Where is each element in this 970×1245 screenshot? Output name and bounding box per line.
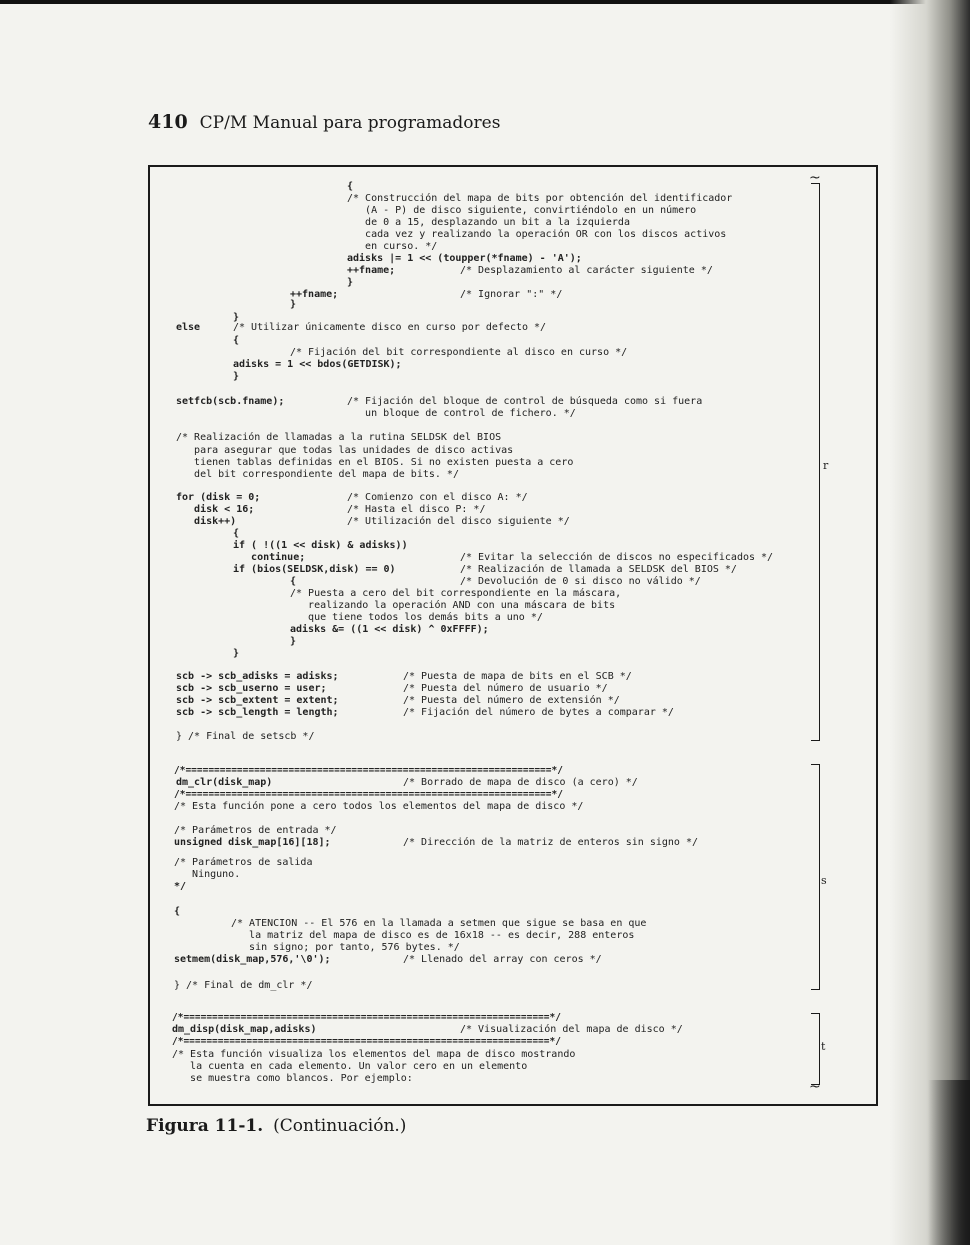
code-line: ++fname; (290, 289, 339, 300)
code-comment: /* Parámetros de salida (174, 857, 313, 868)
margin-label-r: r (823, 459, 829, 472)
code-comment: /* Evitar la selección de discos no especificados */ (460, 552, 774, 563)
code-comment: /* Puesta a cero del bit correspondiente en la máscara, (290, 588, 622, 599)
code-line: else (176, 322, 201, 333)
bracket-t (811, 1013, 820, 1085)
code-line: { (233, 528, 240, 539)
code-comment: /* Comienzo con el disco A: */ (347, 492, 528, 503)
code-line: for (disk = 0; (176, 492, 261, 503)
code-comment: /* Utilización del disco siguiente */ (347, 516, 570, 527)
code-separator: /*================================================================*/ (172, 1012, 561, 1023)
code-line: } (290, 299, 297, 310)
code-comment: /* Realización de llamadas a la rutina SELDSK del BIOS (176, 432, 502, 443)
code-line: adisks |= 1 << (toupper(*fname) - 'A'); (347, 253, 582, 264)
code-line: */ (174, 881, 187, 892)
code-comment: /* ATENCION -- El 576 en la llamada a setmen que sigue se basa en que (231, 918, 647, 929)
code-comment: /* Ignorar ":" */ (460, 289, 563, 300)
code-line: if ( !((1 << disk) & adisks)) (233, 540, 408, 551)
figure-number: Figura 11-1. (146, 1116, 264, 1136)
code-line: adisks &= ((1 << disk) ^ 0xFFFF); (290, 624, 489, 635)
code-line: scb -> scb_userno = user; (176, 683, 327, 694)
code-comment: /* Puesta del número de extensión */ (403, 695, 620, 706)
code-line: { (233, 335, 240, 346)
code-line: setmem(disk_map,576,'\0'); (174, 954, 331, 965)
code-comment: /* Visualización del mapa de disco */ (460, 1024, 683, 1035)
code-comment: la matriz del mapa de disco es de 16x18 -- es decir, 288 enteros (231, 930, 635, 941)
code-comment: /* Puesta del número de usuario */ (403, 683, 608, 694)
code-comment: tienen tablas definidas en el BIOS. Si no existen puesta a cero (176, 457, 574, 468)
code-separator: /*================================================================*/ (174, 789, 563, 800)
code-comment: sin signo; por tanto, 576 bytes. */ (231, 942, 460, 953)
code-separator: /*================================================================*/ (174, 765, 563, 776)
code-separator: /*================================================================*/ (172, 1036, 561, 1047)
code-line: } (347, 277, 354, 288)
code-comment: /* Parámetros de entrada */ (174, 825, 337, 836)
code-comment: del bit correspondiente del mapa de bits. */ (176, 469, 459, 480)
figure-caption-text: (Continuación.) (273, 1116, 407, 1136)
code-comment: /* Fijación del bit correspondiente al disco en curso */ (290, 347, 628, 358)
bracket-t-bottom-tilde: ~ (809, 1079, 821, 1095)
code-comment: /* Esta función pone a cero todos los elementos del mapa de disco */ (174, 801, 584, 812)
code-comment: la cuenta en cada elemento. Un valor cero en un elemento (172, 1061, 528, 1072)
margin-label-t: t (821, 1040, 826, 1053)
code-line: setfcb(scb.fname); (176, 396, 285, 407)
code-line: scb -> scb_extent = extent; (176, 695, 339, 706)
bracket-r-top-tilde: ~ (809, 170, 821, 186)
code-line: { (347, 181, 354, 192)
code-comment: /* Hasta el disco P: */ (347, 504, 486, 515)
page-running-title: CP/M Manual para programadores (199, 113, 501, 133)
code-line: unsigned disk_map[16][18]; (174, 837, 331, 848)
code-line: continue; (233, 552, 306, 563)
code-line: } (233, 648, 240, 659)
code-line: scb -> scb_length = length; (176, 707, 339, 718)
code-line: } (233, 312, 240, 323)
code-comment: /* Esta función visualiza los elementos del mapa de disco mostrando (172, 1049, 576, 1060)
code-comment: /* Puesta de mapa de bits en el SCB */ (403, 671, 632, 682)
code-comment: /* Dirección de la matriz de enteros sin signo */ (403, 837, 699, 848)
code-comment: /* Construcción del mapa de bits por obtención del identificador (347, 193, 733, 204)
code-line: scb -> scb_adisks = adisks; (176, 671, 339, 682)
code-comment: realizando la operación AND con una máscara de bits (290, 600, 616, 611)
code-comment: /* Realización de llamada a SELDSK del BIOS */ (460, 564, 737, 575)
code-comment: se muestra como blancos. Por ejemplo: (172, 1073, 413, 1084)
margin-label-s: s (821, 874, 827, 887)
code-line: { (290, 576, 297, 587)
code-line: disk++) (176, 516, 237, 527)
code-line: dm_disp(disk_map,adisks) (172, 1024, 317, 1035)
code-comment: /* Desplazamiento al carácter siguiente */ (460, 265, 713, 276)
code-line: dm_clr(disk_map) (176, 777, 273, 788)
code-comment: (A - P) de disco siguiente, convirtiéndolo en un número (347, 205, 697, 216)
code-comment: /* Fijación del bloque de control de búsqueda como si fuera (347, 396, 703, 407)
code-comment: /* Utilizar únicamente disco en curso por defecto */ (233, 322, 547, 333)
code-comment: } /* Final de setscb */ (176, 731, 315, 742)
code-line: { (174, 906, 181, 917)
code-comment: Ninguno. (174, 869, 241, 880)
code-comment: /* Fijación del número de bytes a comparar */ (403, 707, 674, 718)
code-comment: para asegurar que todas las unidades de disco activas (176, 445, 514, 456)
code-line: } (233, 371, 240, 382)
code-comment: de 0 a 15, desplazando un bit a la izquierda (347, 217, 630, 228)
code-comment: en curso. */ (347, 241, 438, 252)
code-comment: } /* Final de dm_clr */ (174, 980, 313, 991)
bracket-s (811, 764, 820, 990)
code-line: disk < 16; (176, 504, 255, 515)
code-line: adisks = 1 << bdos(GETDISK); (233, 359, 402, 370)
code-comment: /* Llenado del array con ceros */ (403, 954, 602, 965)
code-line: if (bios(SELDSK,disk) == 0) (233, 564, 396, 575)
code-comment: /* Devolución de 0 si disco no válido */ (460, 576, 701, 587)
code-comment: /* Borrado de mapa de disco (a cero) */ (403, 777, 638, 788)
figure-caption (146, 1116, 406, 1136)
bracket-r (811, 183, 820, 741)
code-comment: cada vez y realizando la operación OR con los discos activos (347, 229, 727, 240)
code-line: ++fname; (347, 265, 396, 276)
code-comment: un bloque de control de fichero. */ (347, 408, 576, 419)
code-line: } (290, 636, 297, 647)
page-number: 410 (148, 111, 188, 133)
code-comment: que tiene todos los demás bits a uno */ (290, 612, 543, 623)
